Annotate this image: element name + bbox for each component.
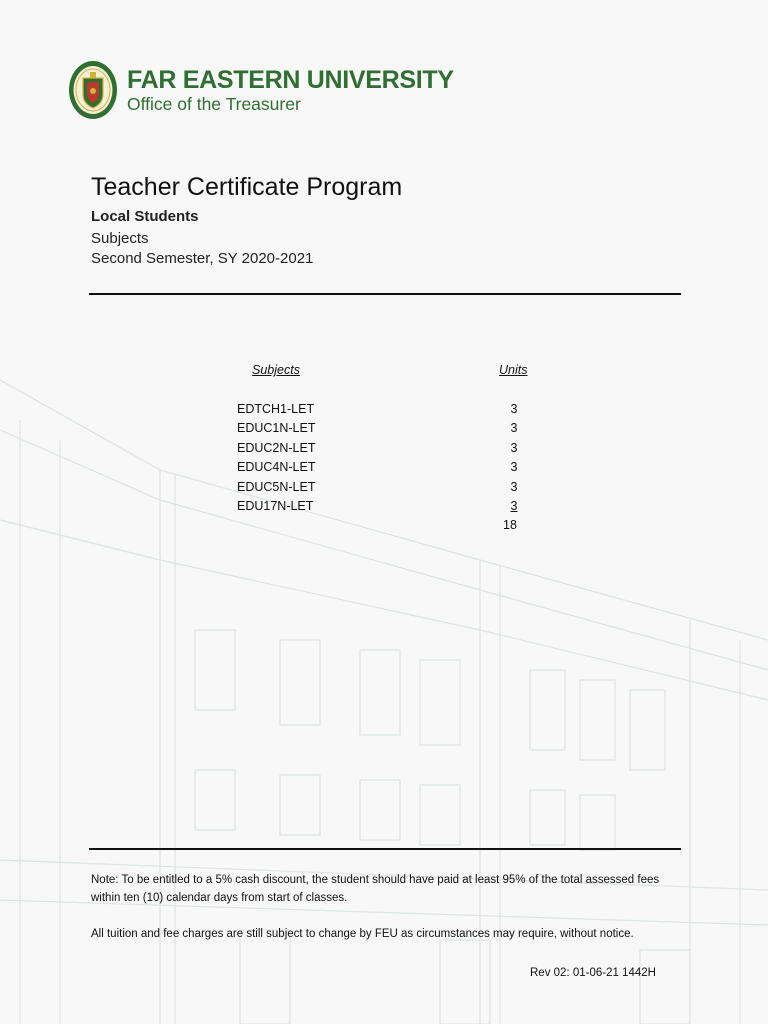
units-column-header: Units [499, 363, 528, 377]
table-row [0, 402, 768, 421]
audience-label: Local Students [91, 208, 199, 225]
subject-units: 3 [510, 460, 518, 475]
table-row [0, 460, 768, 479]
subheading: Subjects [91, 230, 149, 247]
table-row [0, 421, 768, 440]
table-row [0, 441, 768, 460]
subject-code: EDUC4N-LET [237, 460, 316, 475]
subjects-table [0, 402, 768, 518]
bottom-divider [89, 848, 681, 850]
subjects-column-header: Subjects [252, 363, 300, 377]
office-name: Office of the Treasurer [127, 93, 301, 114]
top-divider [89, 293, 681, 295]
subject-code: EDTCH1-LET [237, 402, 315, 416]
page-header [68, 60, 454, 120]
subject-units: 3 [510, 402, 518, 416]
subject-code: EDUC1N-LET [237, 421, 316, 436]
discount-note: Note: To be entitled to a 5% cash discount, the student should have paid at least 95% of the total assessed fees within ten (10) calendar days from start of classes. [91, 874, 660, 904]
table-row [0, 499, 768, 518]
table-row [0, 480, 768, 499]
total-units: 18 [503, 518, 517, 532]
org-name: FAR EASTERN UNIVERSITY [127, 65, 454, 94]
revision-label: Rev 02: 01-06-21 1442H [530, 967, 656, 979]
subject-units: 3 [510, 421, 518, 436]
subject-units: 3 [510, 498, 518, 513]
subject-code: EDUC5N-LET [237, 479, 316, 494]
semester-label: Second Semester, SY 2020-2021 [91, 250, 314, 267]
document-title: Teacher Certificate Program [91, 173, 403, 201]
subject-units: 3 [510, 479, 518, 494]
fee-disclaimer: All tuition and fee charges are still subject to change by FEU as circumstances may require, without notice. [91, 928, 634, 940]
subject-code: EDU17N-LET [237, 498, 314, 513]
subject-units: 3 [510, 440, 518, 455]
university-seal-icon [68, 60, 118, 120]
subject-code: EDUC2N-LET [237, 440, 316, 455]
